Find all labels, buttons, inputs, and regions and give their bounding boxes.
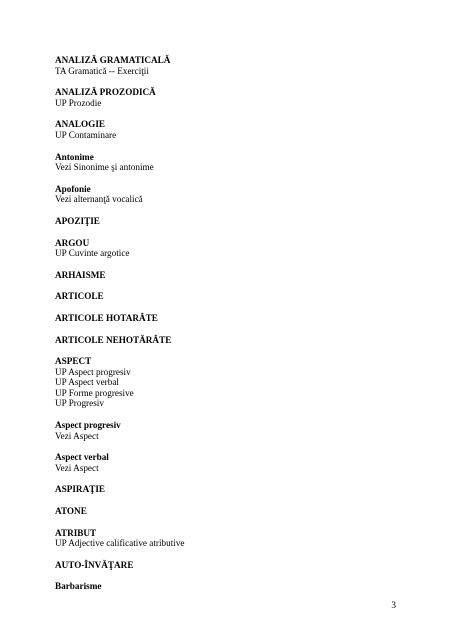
entry-reference: UP Adjective calificative atributive bbox=[55, 538, 185, 549]
index-entry bbox=[55, 55, 415, 76]
entry-heading: ARGOU bbox=[55, 237, 90, 248]
entry-reference: Vezi alternanţă vocalică bbox=[55, 194, 143, 205]
index-entry bbox=[55, 216, 415, 227]
entry-reference: TA Gramatică -- Exerciţii bbox=[55, 65, 149, 76]
entry-heading: Apofonie bbox=[55, 183, 91, 194]
entry-reference: UP Cuvinte argotice bbox=[55, 248, 130, 259]
entry-heading: ATRIBUT bbox=[55, 527, 97, 538]
entry-reference: UP Aspect progresiv bbox=[55, 366, 131, 377]
entry-heading: ATONE bbox=[55, 506, 87, 517]
index-entry bbox=[55, 184, 415, 205]
entry-heading: APOZIŢIE bbox=[55, 215, 100, 226]
entry-heading: Barbarisme bbox=[55, 581, 102, 592]
index-entry bbox=[55, 528, 415, 549]
entry-heading: ANALIZĂ GRAMATICALĂ bbox=[55, 55, 171, 65]
page-number: 3 bbox=[391, 600, 396, 610]
index-entry bbox=[55, 238, 415, 259]
index-entry bbox=[55, 356, 415, 409]
entry-reference: UP Prozodie bbox=[55, 97, 102, 108]
entry-heading: ARHAISME bbox=[55, 269, 106, 280]
index-entry bbox=[55, 484, 415, 495]
entry-heading: ASPECT bbox=[55, 356, 92, 367]
index-entry bbox=[55, 270, 415, 281]
entry-reference: UP Aspect verbal bbox=[55, 377, 119, 388]
index-entry bbox=[55, 313, 415, 324]
entry-reference: UP Progresiv bbox=[55, 398, 104, 409]
entry-reference: Vezi Aspect bbox=[55, 462, 99, 473]
entry-heading: Aspect verbal bbox=[55, 452, 109, 463]
index-entry bbox=[55, 152, 415, 173]
entry-heading: Aspect progresiv bbox=[55, 420, 121, 431]
entry-heading: ARTICOLE NEHOTĂRÂTE bbox=[55, 334, 172, 345]
index-entry bbox=[55, 291, 415, 302]
index-entry bbox=[55, 119, 415, 140]
entry-reference: UP Forme progresive bbox=[55, 387, 134, 398]
index-entry bbox=[55, 560, 415, 571]
entry-heading: ASPIRAŢIE bbox=[55, 484, 106, 495]
entry-heading: ANALIZĂ PROZODICĂ bbox=[55, 87, 156, 98]
index-entry bbox=[55, 87, 415, 108]
entry-reference: UP Contaminare bbox=[55, 129, 117, 140]
entry-heading: AUTO-ÎNVĂŢARE bbox=[55, 559, 134, 570]
entry-reference: Vezi Aspect bbox=[55, 430, 99, 441]
index-entries bbox=[55, 55, 415, 603]
index-entry bbox=[55, 581, 415, 592]
entry-heading: ARTICOLE HOTARÂTE bbox=[55, 312, 158, 323]
index-entry bbox=[55, 420, 415, 441]
entry-heading: ARTICOLE bbox=[55, 291, 104, 302]
entry-heading: Antonime bbox=[55, 151, 94, 162]
entry-reference: Vezi Sinonime şi antonime bbox=[55, 162, 154, 173]
index-entry bbox=[55, 452, 415, 473]
index-entry bbox=[55, 506, 415, 517]
index-entry bbox=[55, 335, 415, 346]
entry-heading: ANALOGIE bbox=[55, 119, 106, 130]
